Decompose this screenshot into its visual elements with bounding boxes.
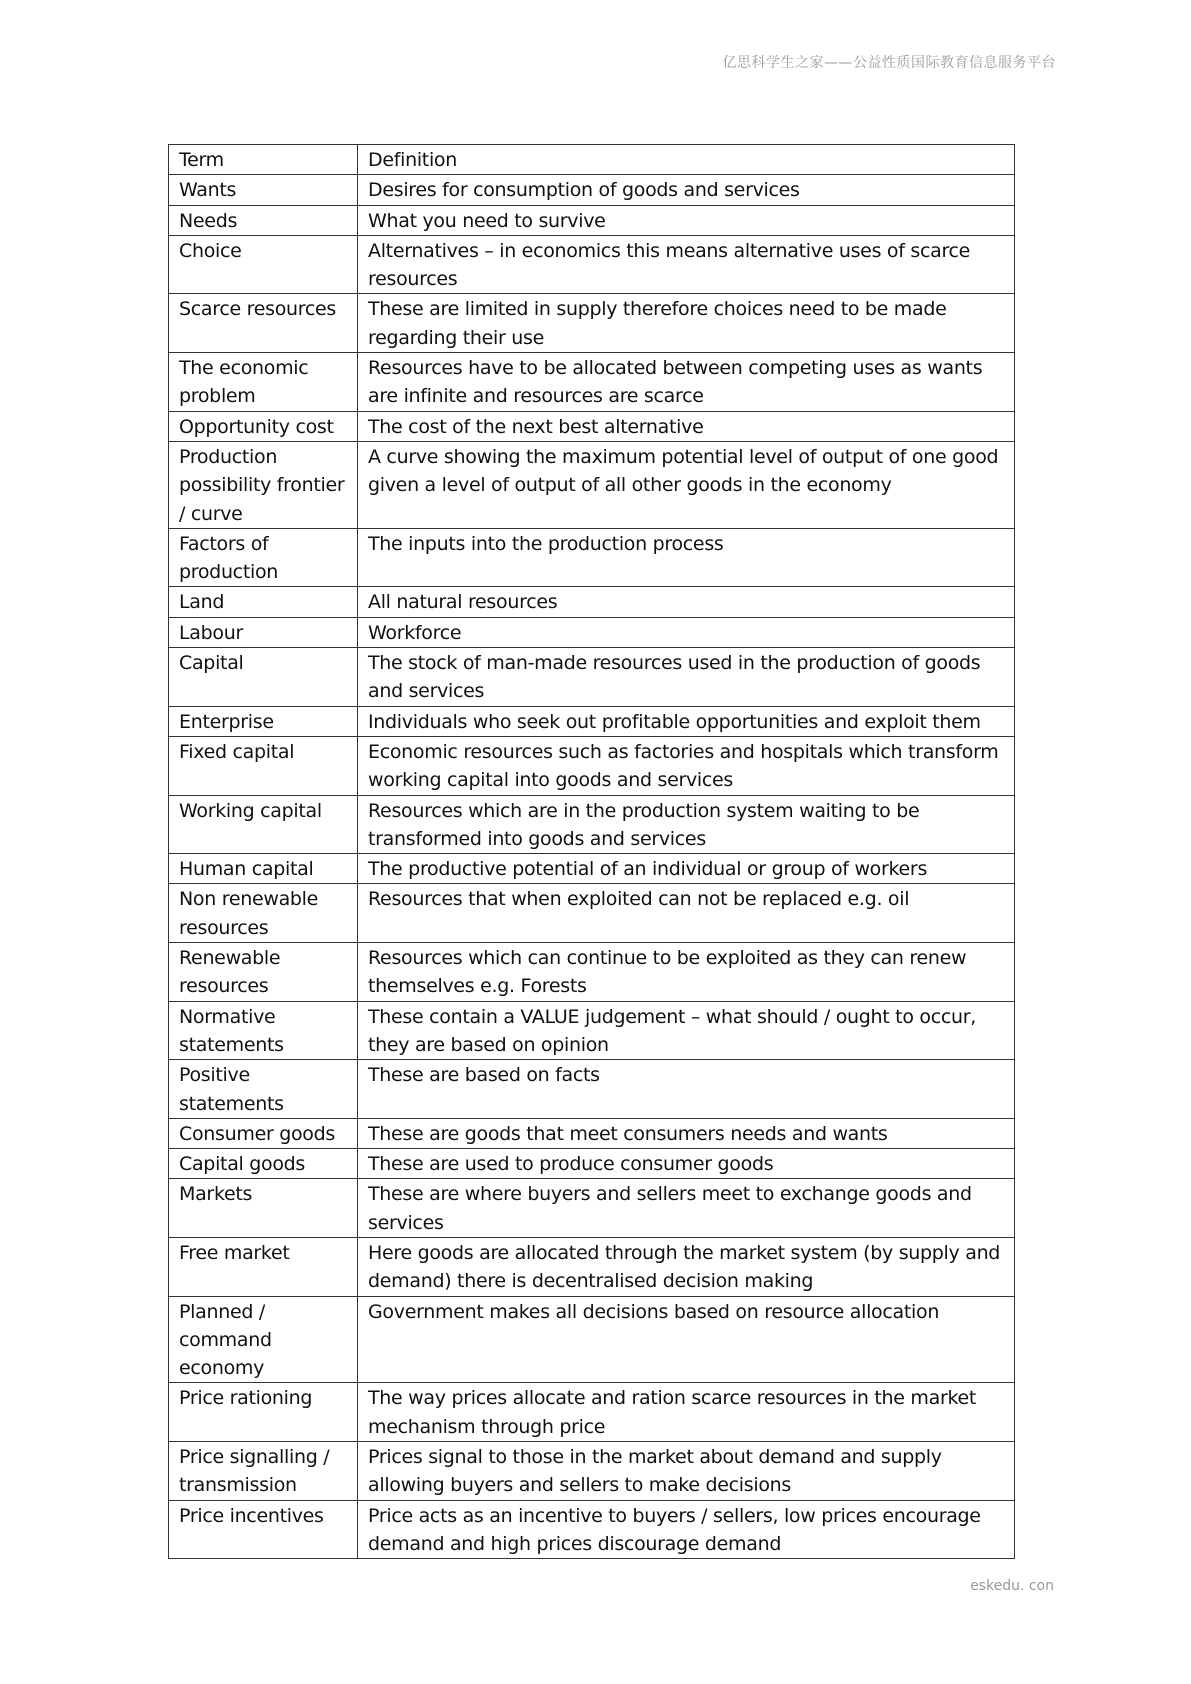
definition-cell: What you need to survive — [358, 205, 1015, 235]
definition-cell: Here goods are allocated through the market system (by supply and demand) there is decentralised decision making — [358, 1237, 1015, 1296]
definition-cell: Prices signal to those in the market about demand and supply allowing buyers and sellers to make decisions — [358, 1442, 1015, 1501]
definition-cell: The cost of the next best alternative — [358, 411, 1015, 441]
definition-cell: A curve showing the maximum potential level of output of one good given a level of output of all other goods in the economy — [358, 441, 1015, 528]
site-header-text: 亿思科学生之家——公益性质国际教育信息服务平台 — [722, 55, 1056, 71]
definition-cell: These are used to produce consumer goods — [358, 1149, 1015, 1179]
term-cell: Choice — [169, 235, 358, 294]
term-cell: Price signalling / transmission — [169, 1442, 358, 1501]
term-cell: Labour — [169, 617, 358, 647]
definition-cell: Economic resources such as factories and hospitals which transform working capital into goods and services — [358, 736, 1015, 795]
table-row — [169, 1179, 1015, 1238]
table-row — [169, 706, 1015, 736]
definition-cell: These are where buyers and sellers meet to exchange goods and services — [358, 1179, 1015, 1238]
term-cell: Production possibility frontier / curve — [169, 441, 358, 528]
table-row — [169, 943, 1015, 1002]
table-row — [169, 884, 1015, 943]
table-row — [169, 854, 1015, 884]
definition-cell: These contain a VALUE judgement – what should / ought to occur, they are based on opinion — [358, 1001, 1015, 1060]
definition-cell: Price acts as an incentive to buyers / sellers, low prices encourage demand and high prices discourage demand — [358, 1500, 1015, 1559]
definition-cell: Resources have to be allocated between competing uses as wants are infinite and resources are scarce — [358, 353, 1015, 412]
term-cell: Scarce resources — [169, 294, 358, 353]
table-row — [169, 528, 1015, 587]
definition-cell: Resources that when exploited can not be replaced e.g. oil — [358, 884, 1015, 943]
definition-cell: Individuals who seek out profitable opportunities and exploit them — [358, 706, 1015, 736]
glossary-body — [169, 175, 1015, 1559]
term-cell: Price incentives — [169, 1500, 358, 1559]
table-row — [169, 795, 1015, 854]
term-cell: Land — [169, 587, 358, 617]
glossary-table — [168, 144, 1015, 1559]
term-cell: Capital goods — [169, 1149, 358, 1179]
table-row — [169, 1383, 1015, 1442]
term-cell: Normative statements — [169, 1001, 358, 1060]
term-cell: Price rationing — [169, 1383, 358, 1442]
table-row — [169, 235, 1015, 294]
table-row — [169, 1296, 1015, 1383]
table-row — [169, 587, 1015, 617]
table-row — [169, 205, 1015, 235]
table-row — [169, 411, 1015, 441]
table-row — [169, 617, 1015, 647]
table-row — [169, 1060, 1015, 1119]
table-row — [169, 353, 1015, 412]
term-cell: Markets — [169, 1179, 358, 1238]
term-cell: Free market — [169, 1237, 358, 1296]
term-cell: Factors of production — [169, 528, 358, 587]
definition-cell: Alternatives – in economics this means alternative uses of scarce resources — [358, 235, 1015, 294]
table-row — [169, 1149, 1015, 1179]
term-cell: Human capital — [169, 854, 358, 884]
term-cell: Capital — [169, 648, 358, 707]
term-cell: Wants — [169, 175, 358, 205]
table-row — [169, 1237, 1015, 1296]
table-row — [169, 175, 1015, 205]
definition-cell: Workforce — [358, 617, 1015, 647]
definition-cell: The stock of man-made resources used in the production of goods and services — [358, 648, 1015, 707]
term-cell: Planned / command economy — [169, 1296, 358, 1383]
definition-cell: Resources which are in the production system waiting to be transformed into goods and services — [358, 795, 1015, 854]
column-header-term: Term — [169, 145, 358, 175]
table-row — [169, 294, 1015, 353]
term-cell: Needs — [169, 205, 358, 235]
table-row — [169, 648, 1015, 707]
definition-cell: The productive potential of an individual or group of workers — [358, 854, 1015, 884]
site-footer-text: eskedu. con — [970, 1578, 1054, 1594]
term-cell: Working capital — [169, 795, 358, 854]
definition-cell: Resources which can continue to be exploited as they can renew themselves e.g. Forests — [358, 943, 1015, 1002]
term-cell: Positive statements — [169, 1060, 358, 1119]
table-row — [169, 1001, 1015, 1060]
term-cell: The economic problem — [169, 353, 358, 412]
table-row — [169, 736, 1015, 795]
table-row — [169, 1118, 1015, 1148]
table-row — [169, 1442, 1015, 1501]
definition-cell: These are goods that meet consumers needs and wants — [358, 1118, 1015, 1148]
definition-cell: The inputs into the production process — [358, 528, 1015, 587]
definition-cell: The way prices allocate and ration scarce resources in the market mechanism through price — [358, 1383, 1015, 1442]
term-cell: Consumer goods — [169, 1118, 358, 1148]
column-header-definition: Definition — [358, 145, 1015, 175]
definition-cell: All natural resources — [358, 587, 1015, 617]
term-cell: Non renewable resources — [169, 884, 358, 943]
term-cell: Fixed capital — [169, 736, 358, 795]
table-row — [169, 441, 1015, 528]
definition-cell: These are based on facts — [358, 1060, 1015, 1119]
table-header-row — [169, 145, 1015, 175]
definition-cell: Government makes all decisions based on resource allocation — [358, 1296, 1015, 1383]
term-cell: Enterprise — [169, 706, 358, 736]
definition-cell: These are limited in supply therefore choices need to be made regarding their use — [358, 294, 1015, 353]
term-cell: Opportunity cost — [169, 411, 358, 441]
table-row — [169, 1500, 1015, 1559]
term-cell: Renewable resources — [169, 943, 358, 1002]
definition-cell: Desires for consumption of goods and services — [358, 175, 1015, 205]
